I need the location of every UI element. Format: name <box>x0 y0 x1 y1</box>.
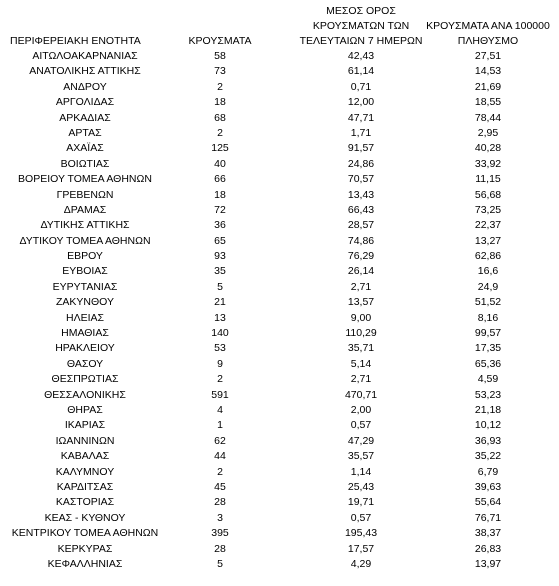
cell-cases: 125 <box>211 142 229 155</box>
cell-cases-per-100000: 99,57 <box>474 327 502 340</box>
cell-cases: 28 <box>214 542 226 555</box>
cell-seven-day-average: 0,57 <box>350 419 372 432</box>
table-row <box>0 341 559 356</box>
cell-region: ΔΡΑΜΑΣ <box>63 203 107 216</box>
cell-cases-per-100000: 33,92 <box>474 157 502 170</box>
table-row <box>0 372 559 387</box>
cell-region: ΚΕΦΑΛΛΗΝΙΑΣ <box>47 557 123 570</box>
table-row <box>0 526 559 541</box>
cell-region: ΑΝΔΡΟΥ <box>63 80 107 93</box>
cell-seven-day-average: 1,71 <box>350 126 372 139</box>
cell-seven-day-average: 28,57 <box>347 219 375 232</box>
table-row <box>0 203 559 218</box>
table-row <box>0 295 559 310</box>
cell-cases-per-100000: 11,15 <box>475 173 501 186</box>
cell-cases: 62 <box>214 434 226 447</box>
cell-cases: 68 <box>214 111 226 124</box>
cell-seven-day-average: 9,00 <box>350 311 372 324</box>
cell-seven-day-average: 4,29 <box>350 557 372 570</box>
cell-cases-per-100000: 56,68 <box>474 188 502 201</box>
header-region-label: ΠΕΡΙΦΕΡΕΙΑΚΗ ΕΝΟΤΗΤΑ <box>10 35 141 47</box>
cell-cases: 44 <box>214 450 226 463</box>
header-per-line-2: ΠΛΗΘΥΣΜΟ <box>457 35 519 47</box>
table-row <box>0 557 559 572</box>
cell-seven-day-average: 47,29 <box>347 434 375 447</box>
cell-cases: 18 <box>214 96 226 109</box>
table-row <box>0 434 559 449</box>
cell-seven-day-average: 74,86 <box>347 234 375 247</box>
cell-cases: 2 <box>217 126 223 139</box>
cell-region: ΘΑΣΟΥ <box>66 357 104 370</box>
cell-seven-day-average: 0,71 <box>350 80 372 93</box>
cell-cases: 58 <box>214 50 226 62</box>
table-row <box>0 357 559 372</box>
cell-region: ΚΕΑΣ - ΚΥΘΝΟΥ <box>44 511 126 524</box>
cell-region: ΑΧΑΪΑΣ <box>66 142 104 155</box>
cell-region: ΑΡΚΑΔΙΑΣ <box>59 111 111 124</box>
cell-region: ΚΑΡΔΙΤΣΑΣ <box>56 480 114 493</box>
cell-region: ΙΩΑΝΝΙΝΩΝ <box>55 434 115 447</box>
table-row <box>0 511 559 526</box>
cell-cases-per-100000: 55,64 <box>474 496 502 509</box>
cell-cases-per-100000: 40,28 <box>474 142 502 155</box>
cell-seven-day-average: 76,29 <box>347 250 375 263</box>
cell-seven-day-average: 91,57 <box>347 142 375 155</box>
cell-cases-per-100000: 65,36 <box>474 357 502 370</box>
cell-cases: 45 <box>214 480 226 493</box>
cell-cases: 65 <box>214 234 226 247</box>
cell-cases-per-100000: 17,35 <box>474 342 502 355</box>
cell-region: ΑΝΑΤΟΛΙΚΗΣ ΑΤΤΙΚΗΣ <box>29 65 141 78</box>
cell-region: ΑΙΤΩΛΟΑΚΑΡΝΑΝΙΑΣ <box>32 50 138 62</box>
table-row <box>0 480 559 495</box>
cell-cases: 1 <box>217 419 223 432</box>
cell-cases-per-100000: 62,86 <box>474 250 502 263</box>
cell-cases-per-100000: 4,59 <box>477 373 499 386</box>
cell-region: ΗΡΑΚΛΕΙΟΥ <box>55 342 115 355</box>
cell-cases-per-100000: 6,79 <box>477 465 499 478</box>
cell-seven-day-average: 42,43 <box>347 50 375 62</box>
cell-cases-per-100000: 13,97 <box>474 557 502 570</box>
header-region <box>10 34 141 49</box>
cell-cases-per-100000: 39,63 <box>474 480 502 493</box>
table-row <box>0 111 559 126</box>
cell-region: ΕΒΡΟΥ <box>67 250 103 263</box>
cell-cases-per-100000: 36,93 <box>474 434 502 447</box>
cell-region: ΑΡΤΑΣ <box>68 126 102 139</box>
cell-cases: 9 <box>217 357 223 370</box>
cell-cases-per-100000: 21,69 <box>474 80 502 93</box>
cell-seven-day-average: 2,71 <box>350 373 372 386</box>
table-row <box>0 172 559 187</box>
cell-cases: 13 <box>214 311 226 324</box>
cell-cases-per-100000: 21,18 <box>474 403 502 416</box>
cell-seven-day-average: 26,14 <box>347 265 375 278</box>
cell-region: ΚΕΡΚΥΡΑΣ <box>57 542 113 555</box>
cell-region: ΘΕΣΠΡΩΤΙΑΣ <box>51 373 119 386</box>
header-cases <box>180 34 260 49</box>
cell-region: ΙΚΑΡΙΑΣ <box>64 419 106 432</box>
table-row <box>0 311 559 326</box>
table-row <box>0 64 559 79</box>
table-row <box>0 95 559 110</box>
table-row <box>0 249 559 264</box>
cell-seven-day-average: 110,29 <box>345 327 377 340</box>
table-row <box>0 264 559 279</box>
cell-cases-per-100000: 78,44 <box>474 111 502 124</box>
cell-seven-day-average: 470,71 <box>344 388 378 401</box>
table-row <box>0 188 559 203</box>
cell-seven-day-average: 25,43 <box>347 480 375 493</box>
cell-region: ΕΥΡΥΤΑΝΙΑΣ <box>52 280 118 293</box>
header-seven-day-average <box>293 4 429 49</box>
header-avg-line-3: ΤΕΛΕΥΤΑΙΩΝ 7 ΗΜΕΡΩΝ <box>299 35 423 47</box>
cell-cases: 4 <box>217 403 223 416</box>
cell-region: ΚΑΛΥΜΝΟΥ <box>55 465 115 478</box>
cell-region: ΘΕΣΣΑΛΟΝΙΚΗΣ <box>44 388 126 401</box>
cell-seven-day-average: 12,00 <box>347 96 375 109</box>
cell-seven-day-average: 35,57 <box>347 450 375 463</box>
cell-cases: 72 <box>214 203 226 216</box>
cell-cases: 5 <box>217 280 223 293</box>
cell-seven-day-average: 47,71 <box>347 111 375 124</box>
table-row <box>0 234 559 249</box>
cell-cases: 2 <box>217 465 223 478</box>
table-row <box>0 326 559 341</box>
cell-cases-per-100000: 27,51 <box>474 50 502 62</box>
cell-seven-day-average: 70,57 <box>347 173 375 186</box>
cell-cases: 93 <box>214 250 226 263</box>
cell-cases: 395 <box>211 527 229 540</box>
cell-seven-day-average: 66,43 <box>347 203 375 216</box>
cell-cases: 28 <box>214 496 226 509</box>
cell-cases: 35 <box>214 265 226 278</box>
table-row <box>0 388 559 403</box>
cell-cases-per-100000: 22,37 <box>474 219 502 232</box>
cell-region: ΗΜΑΘΙΑΣ <box>61 327 109 340</box>
cell-cases-per-100000: 51,52 <box>474 296 502 309</box>
cell-region: ΚΕΝΤΡΙΚΟΥ ΤΟΜΕΑ ΑΘΗΝΩΝ <box>11 527 159 540</box>
cell-cases: 2 <box>217 373 223 386</box>
cell-region: ΕΥΒΟΙΑΣ <box>62 265 108 278</box>
cell-region: ΑΡΓΟΛΙΔΑΣ <box>55 96 115 109</box>
cell-cases: 140 <box>211 327 229 340</box>
cell-seven-day-average: 61,14 <box>347 65 375 78</box>
cell-region: ΖΑΚΥΝΘΟΥ <box>55 296 114 309</box>
table-row <box>0 49 559 64</box>
cell-region: ΒΟΙΩΤΙΑΣ <box>60 157 110 170</box>
cell-cases-per-100000: 14,53 <box>474 65 502 78</box>
cell-cases: 3 <box>217 511 223 524</box>
cell-cases-per-100000: 35,22 <box>474 450 502 463</box>
table-row <box>0 465 559 480</box>
cell-cases: 2 <box>217 80 223 93</box>
cell-region: ΓΡΕΒΕΝΩΝ <box>56 188 114 201</box>
table-row <box>0 542 559 557</box>
cell-seven-day-average: 13,43 <box>347 188 375 201</box>
cell-region: ΗΛΕΙΑΣ <box>65 311 104 324</box>
cell-cases-per-100000: 76,71 <box>474 511 502 524</box>
header-avg-line-1: ΜΕΣΟΣ ΟΡΟΣ <box>326 5 396 17</box>
table-row <box>0 449 559 464</box>
header-per-line-1: ΚΡΟΥΣΜΑΤΑ ΑΝΑ 100000 <box>426 20 550 32</box>
cell-seven-day-average: 19,71 <box>347 496 375 509</box>
cell-cases-per-100000: 2,95 <box>477 126 499 139</box>
cell-cases-per-100000: 8,16 <box>477 311 499 324</box>
table-row <box>0 418 559 433</box>
cell-seven-day-average: 17,57 <box>347 542 375 555</box>
table-row <box>0 280 559 295</box>
cell-cases-per-100000: 10,12 <box>474 419 502 432</box>
cell-region: ΘΗΡΑΣ <box>67 403 103 416</box>
header-avg-line-2: ΚΡΟΥΣΜΑΤΩΝ ΤΩΝ <box>312 20 410 32</box>
cell-cases-per-100000: 13,27 <box>474 234 502 247</box>
cell-cases-per-100000: 38,37 <box>474 527 502 540</box>
header-cases-label: ΚΡΟΥΣΜΑΤΑ <box>188 35 252 47</box>
cell-cases-per-100000: 24,9 <box>477 280 499 293</box>
cell-cases: 73 <box>214 65 226 78</box>
cell-seven-day-average: 0,57 <box>350 511 372 524</box>
cell-region: ΔΥΤΙΚΗΣ ΑΤΤΙΚΗΣ <box>40 219 130 232</box>
cell-cases: 36 <box>214 219 226 232</box>
cell-cases: 5 <box>217 557 223 570</box>
cell-cases-per-100000: 73,25 <box>474 203 502 216</box>
table-row <box>0 126 559 141</box>
cell-seven-day-average: 24,86 <box>347 157 375 170</box>
cell-seven-day-average: 35,71 <box>347 342 375 355</box>
table-row <box>0 218 559 233</box>
cell-seven-day-average: 1,14 <box>350 465 372 478</box>
cell-cases-per-100000: 26,83 <box>474 542 502 555</box>
cell-seven-day-average: 195,43 <box>344 527 378 540</box>
cell-region: ΔΥΤΙΚΟΥ ΤΟΜΕΑ ΑΘΗΝΩΝ <box>19 234 151 247</box>
table-row <box>0 141 559 156</box>
cell-region: ΚΑΒΑΛΑΣ <box>60 450 110 463</box>
cell-cases-per-100000: 53,23 <box>474 388 502 401</box>
cell-seven-day-average: 5,14 <box>350 357 372 370</box>
cell-cases: 53 <box>214 342 226 355</box>
cell-seven-day-average: 2,00 <box>350 403 372 416</box>
cell-cases-per-100000: 16,6 <box>477 265 499 278</box>
cell-seven-day-average: 13,57 <box>347 296 375 309</box>
table-row <box>0 495 559 510</box>
header-cases-per-100000 <box>418 19 558 49</box>
cell-cases-per-100000: 18,55 <box>474 96 502 109</box>
cell-cases: 40 <box>214 157 226 170</box>
table-row <box>0 80 559 95</box>
table-row <box>0 403 559 418</box>
cell-region: ΚΑΣΤΟΡΙΑΣ <box>55 496 115 509</box>
table-body <box>0 49 559 572</box>
cell-cases: 21 <box>214 296 226 309</box>
cell-cases: 591 <box>211 388 229 401</box>
cell-cases: 66 <box>214 173 226 186</box>
table-row <box>0 157 559 172</box>
cell-region: ΒΟΡΕΙΟΥ ΤΟΜΕΑ ΑΘΗΝΩΝ <box>18 173 152 186</box>
cell-seven-day-average: 2,71 <box>350 280 372 293</box>
table-header <box>0 0 559 48</box>
cell-cases: 18 <box>214 188 226 201</box>
